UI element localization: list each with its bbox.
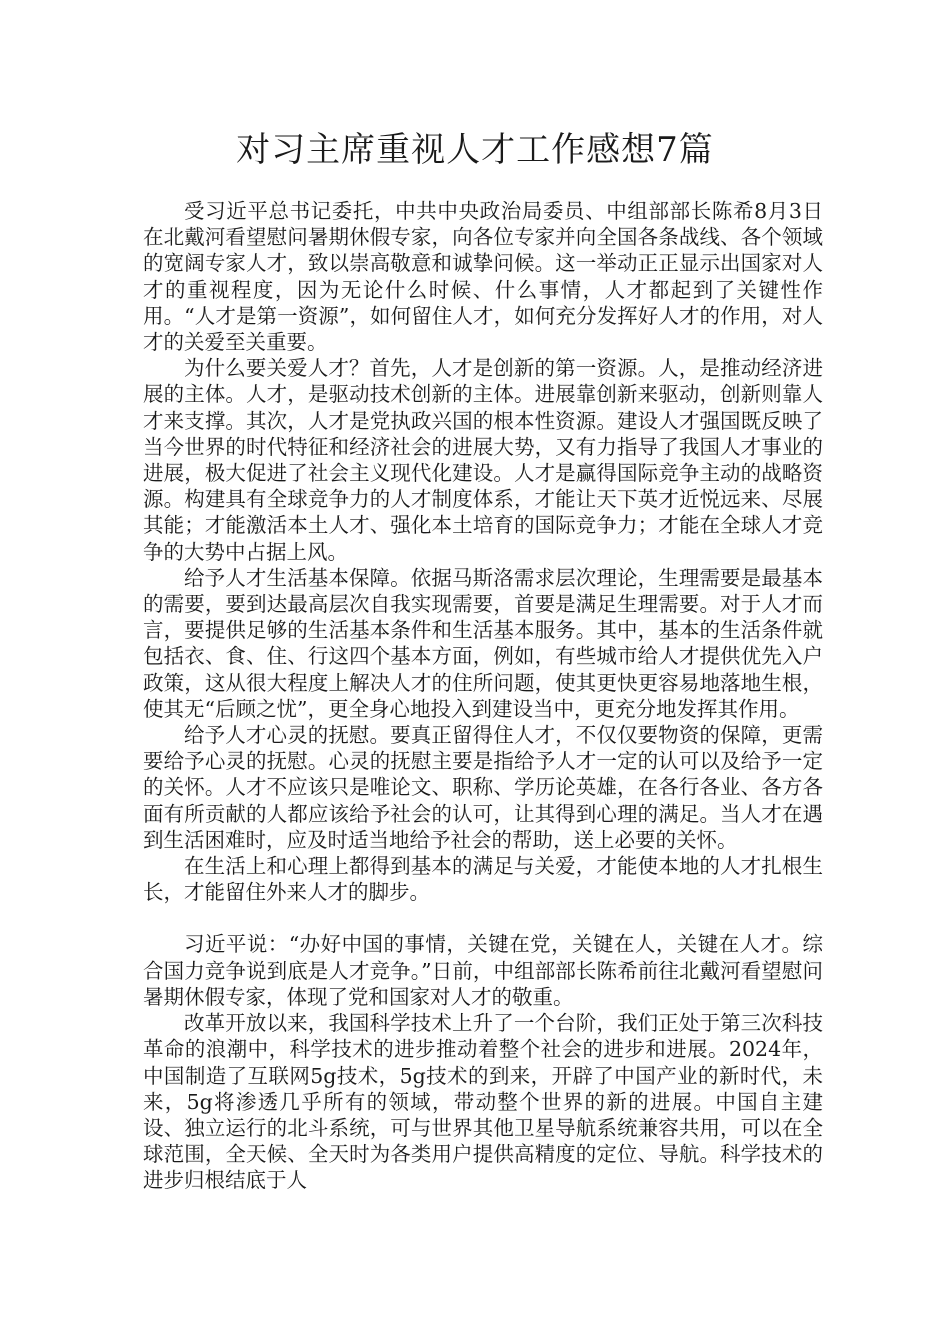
section-break <box>143 905 823 931</box>
paragraph: 在生活上和心理上都得到基本的满足与关爱，才能使本地的人才扎根生长，才能留住外来人才的脚步。 <box>143 854 823 905</box>
paragraph: 给予人才生活基本保障。依据马斯洛需求层次理论，生理需要是最基本的需要，要到达最高层次自我实现需要，首要是满足生理需要。对于人才而言，要提供足够的生活基本条件和生活基本服务。其中，基本的生活条件就包括衣、食、住、行这四个基本方面，例如，有些城市给人才提供优先入户政策，这从很大程度上解决人才的住所问题，使其更快更容易地落地生根，使其无“后顾之忧”，更全身心地投入到建设当中，更充分地发挥其作用。 <box>143 565 823 721</box>
paragraph: 为什么要关爱人才？首先，人才是创新的第一资源。人，是推动经济进展的主体。人才，是驱动技术创新的主体。进展靠创新来驱动，创新则靠人才来支撑。其次，人才是党执政兴国的根本性资源。建设人才强国既反映了当今世界的时代特征和经济社会的进展大势，又有力指导了我国人才事业的进展，极大促进了社会主义现代化建设。人才是赢得国际竞争主动的战略资源。构建具有全球竞争力的人才制度体系，才能让天下英才近悦远来、尽展其能；才能激活本土人才、强化本土培育的国际竞争力；才能在全球人才竞争的大势中占据上风。 <box>143 356 823 564</box>
paragraph: 受习近平总书记委托，中共中央政治局委员、中组部部长陈希8月3日在北戴河看望慰问暑期休假专家，向各位专家并向全国各条战线、各个领域的宽阔专家人才，致以崇高敬意和诚挚问候。这一举动正正显示出国家对人才的重视程度，因为无论什么时候、什么事情，人才都起到了关键性作用。“人才是第一资源”，如何留住人才，如何充分发挥好人才的作用，对人才的关爱至关重要。 <box>143 199 823 355</box>
document-title: 对习主席重视人才工作感想7篇 <box>236 130 714 170</box>
paragraph: 习近平说：“办好中国的事情，关键在党，关键在人，关键在人才。综合国力竞争说到底是人才竞争。”日前，中组部部长陈希前往北戴河看望慰问暑期休假专家，体现了党和国家对人才的敬重。 <box>143 932 823 1009</box>
paragraph: 改革开放以来，我国科学技术上升了一个台阶，我们正处于第三次科技革命的浪潮中，科学技术的进步推动着整个社会的进步和进展。2024年，中国制造了互联网5g技术，5g技术的到来，开辟了中国产业的新时代，未来，5g将渗透几乎所有的领域，带动整个世界的新的进展。中国自主建设、独立运行的北斗系统，可与世界其他卫星导航系统兼容共用，可以在全球范围，全天候、全天时为各类用户提供高精度的定位、导航。科学技术的进步归根结底于人 <box>143 1011 823 1193</box>
document-body <box>143 198 823 1194</box>
paragraph: 给予人才心灵的抚慰。要真正留得住人才，不仅仅要物资的保障，更需要给予心灵的抚慰。心灵的抚慰主要是指给予人才一定的认可以及给予一定的关怀。人才不应该只是唯论文、职称、学历论英雄，在各行各业、各方各面有所贡献的人都应该给予社会的认可，让其得到心理的满足。当人才在遇到生活困难时，应及时适当地给予社会的帮助，送上必要的关怀。 <box>143 723 823 852</box>
